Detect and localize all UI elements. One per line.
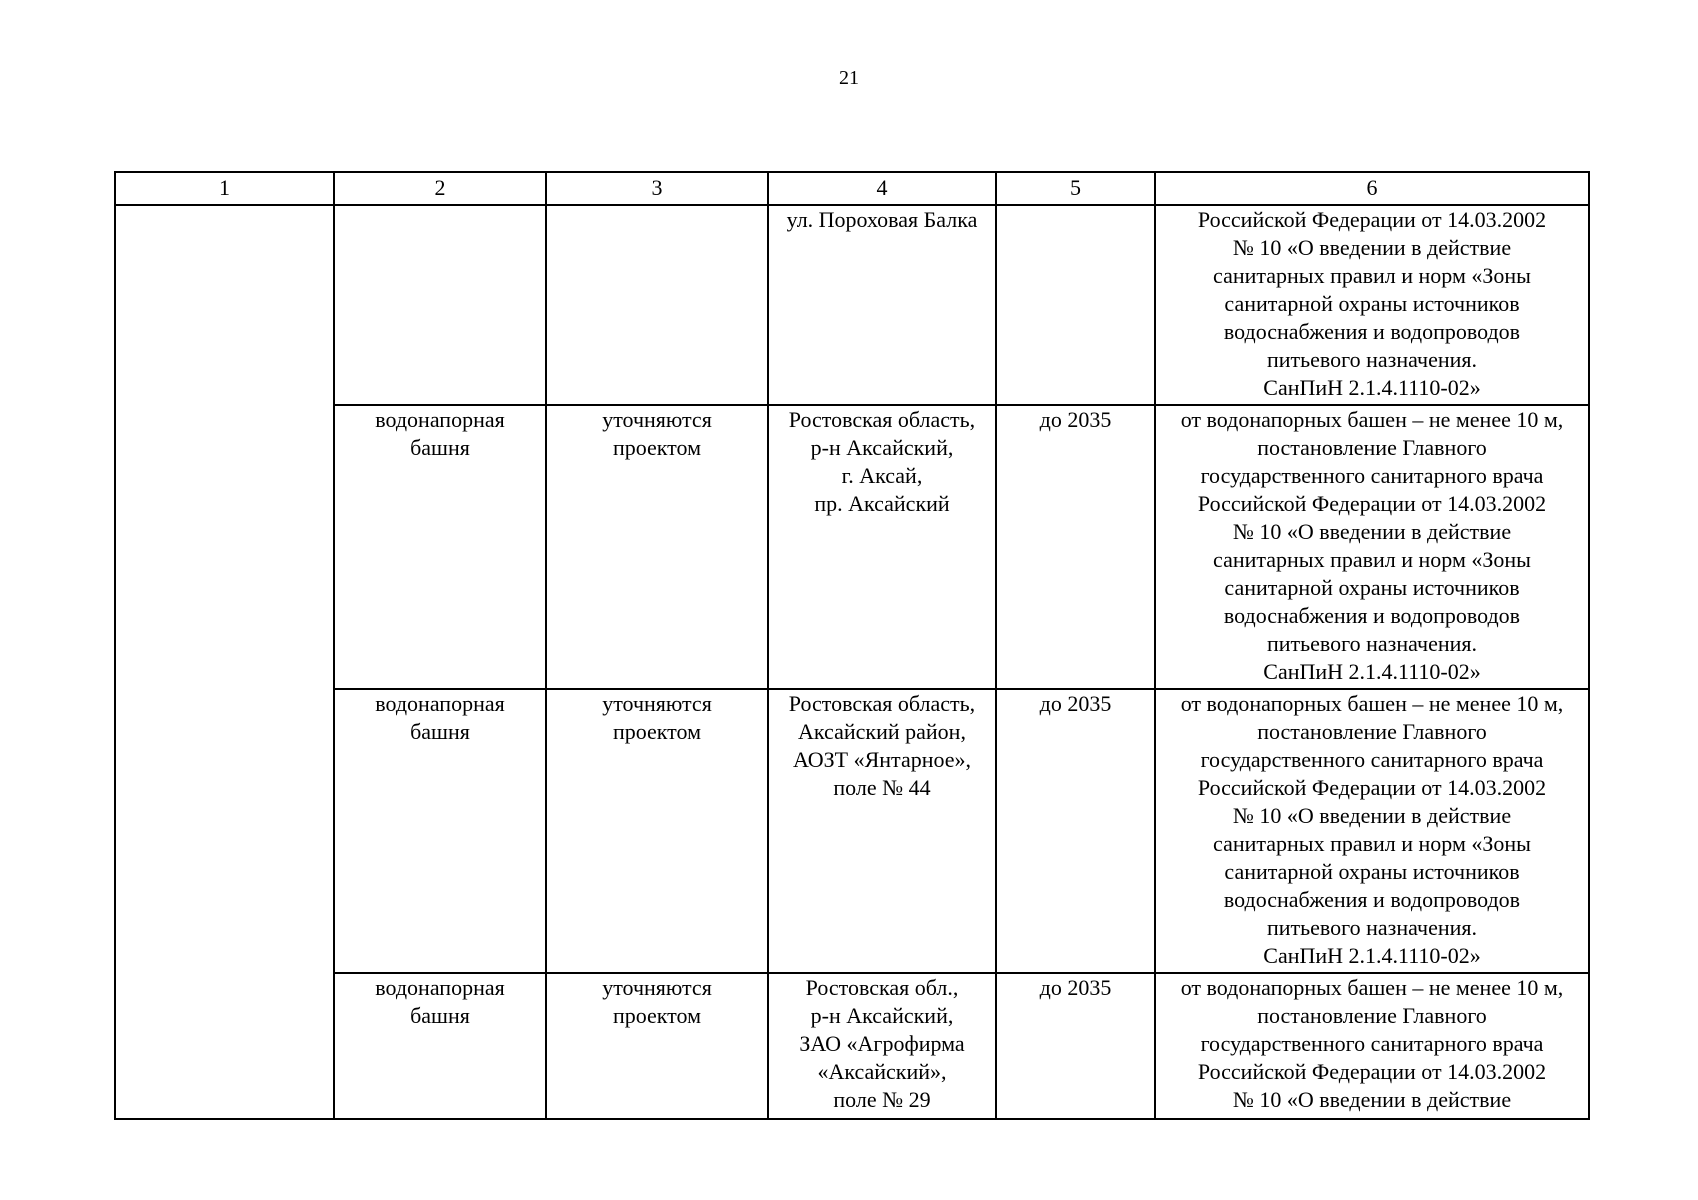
cell-object-type: водонапорная башня [334, 405, 546, 689]
cell-location: Ростовская область, Аксайский район, АОЗТ «Янтарное», поле № 44 [768, 689, 996, 973]
cell-location: Ростовская обл., р-н Аксайский, ЗАО «Агрофирма «Аксайский», поле № 29 [768, 973, 996, 1119]
cell-zone-note: Российской Федерации от 14.03.2002 № 10 «О введении в действие санитарных правил и норм «Зоны санитарной охраны источников водоснабжения и водопроводов питьевого назначения. СанПиН 2.1.4.1110-02» [1155, 205, 1589, 405]
column-header-6: 6 [1155, 172, 1589, 205]
cell-deadline: до 2035 [996, 405, 1155, 689]
column-header-5: 5 [996, 172, 1155, 205]
cell-deadline [996, 205, 1155, 405]
column-header-2: 2 [334, 172, 546, 205]
cell-deadline: до 2035 [996, 689, 1155, 973]
column-header-4: 4 [768, 172, 996, 205]
cell-parameters: уточняются проектом [546, 405, 768, 689]
column-header-3: 3 [546, 172, 768, 205]
data-table [114, 171, 1590, 1120]
table-row [115, 405, 1589, 689]
cell-location: Ростовская область, р-н Аксайский, г. Аксай, пр. Аксайский [768, 405, 996, 689]
cell-parameters: уточняются проектом [546, 973, 768, 1119]
cell-location: ул. Пороховая Балка [768, 205, 996, 405]
cell-zone-note: от водонапорных башен – не менее 10 м, постановление Главного государственного санитарного врача Российской Федерации от 14.03.2002 № 10 «О введении в действие санитарных правил и норм «Зоны санитарной охраны источников водоснабжения и водопроводов питьевого назначения. СанПиН 2.1.4.1110-02» [1155, 689, 1589, 973]
table-body [115, 205, 1589, 1119]
cell-zone-note: от водонапорных башен – не менее 10 м, постановление Главного государственного санитарного врача Российской Федерации от 14.03.2002 № 10 «О введении в действие санитарных правил и норм «Зоны санитарной охраны источников водоснабжения и водопроводов питьевого назначения. СанПиН 2.1.4.1110-02» [1155, 405, 1589, 689]
cell-object-type: водонапорная башня [334, 689, 546, 973]
header-row [115, 172, 1589, 205]
cell-parameters: уточняются проектом [546, 689, 768, 973]
cell-object-type: водонапорная башня [334, 973, 546, 1119]
table-row [115, 205, 1589, 405]
cell-object-type [334, 205, 546, 405]
table-header [115, 172, 1589, 205]
table-row [115, 973, 1589, 1119]
cell-parameters [546, 205, 768, 405]
cell-col1 [115, 205, 334, 1119]
cell-zone-note: от водонапорных башен – не менее 10 м, постановление Главного государственного санитарного врача Российской Федерации от 14.03.2002 № 10 «О введении в действие [1155, 973, 1589, 1119]
cell-deadline: до 2035 [996, 973, 1155, 1119]
table-row [115, 689, 1589, 973]
page-number: 21 [839, 67, 859, 89]
column-header-1: 1 [115, 172, 334, 205]
